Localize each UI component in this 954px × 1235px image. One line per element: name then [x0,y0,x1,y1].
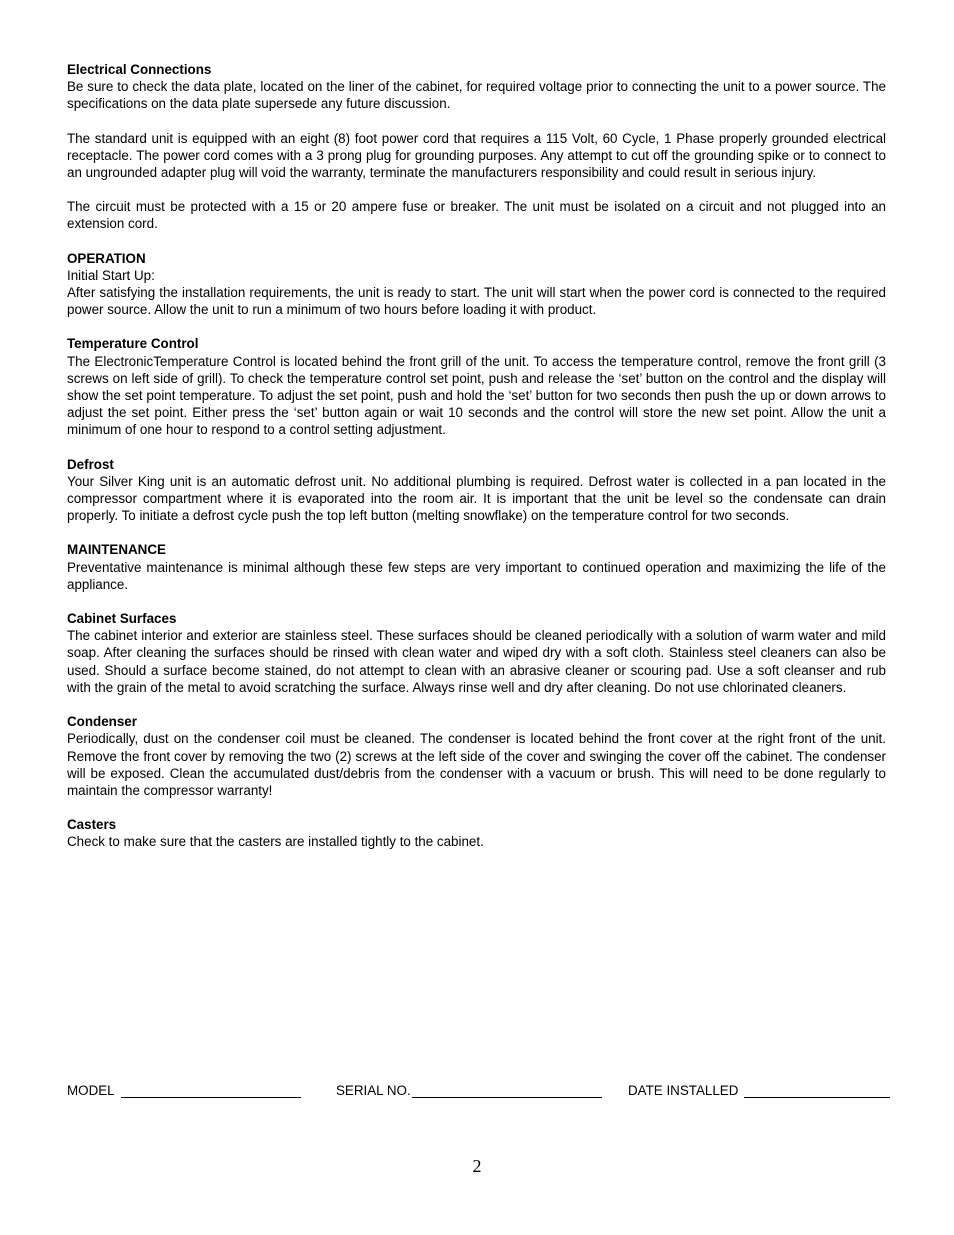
paragraph-temperature-control: The ElectronicTemperature Control is located behind the front grill of the unit. To access the temperature control, remove the front grill (3 screws on left side of grill). To check the temperature control set point, push and release the ‘set’ button on the control and the display will show the set point temperature. To adjust the set point, push and hold the ‘set’ button for two seconds then push the up or down arrows to adjust the set point. Either press the ‘set’ button again or wait 10 seconds and the control will store the new set point. Allow the unit a minimum of one hour to respond to a control setting adjustment. [67,353,886,438]
heading-temperature-control: Temperature Control [67,336,199,352]
model-field [67,1081,301,1098]
section-casters [67,816,886,850]
section-temperature-control [67,335,886,438]
section-condenser [67,713,886,799]
section-cabinet-surfaces [67,610,886,696]
paragraph-defrost: Your Silver King unit is an automatic defrost unit. No additional plumbing is required. Defrost water is collected in a pan located in the compressor compartment where it is evaporated into the room air. It is important that the unit be level so the condensate can drain properly. To initiate a defrost cycle push the top left button (melting snowflake) on the temperature control for two seconds. [67,473,886,524]
paragraph-casters: Check to make sure that the casters are installed tightly to the cabinet. [67,834,484,850]
heading-operation: OPERATION [67,250,146,266]
heading-defrost: Defrost [67,456,114,472]
date-installed-label: DATE INSTALLED [628,1083,739,1098]
heading-electrical-connections: Electrical Connections [67,62,212,77]
section-operation [67,250,886,319]
paragraph-data-plate: Be sure to check the data plate, located on the liner of the cabinet, for required voltage prior to connecting the unit to a power source. The specifications on the data plate supersede any future discussion. [67,79,886,112]
heading-casters: Casters [67,817,117,833]
subheading-initial-start-up: Initial Start Up: [67,267,155,283]
section-electrical-connections [67,61,886,233]
paragraph-maintenance: Preventative maintenance is minimal although these few steps are very important to continued operation and maximizing the life of the appliance. [67,559,886,592]
heading-maintenance: MAINTENANCE [67,542,166,558]
registration-fields [67,1081,899,1103]
model-label: MODEL [67,1083,115,1098]
date-installed-field [628,1081,890,1098]
section-maintenance [67,541,886,593]
serial-blank-line[interactable] [412,1081,602,1098]
serial-label: SERIAL NO. [336,1083,411,1098]
document-body [67,61,886,868]
paragraph-cabinet-surfaces: The cabinet interior and exterior are stainless steel. These surfaces should be cleaned periodically with a solution of warm water and mild soap. After cleaning the surfaces should be rinsed with clean water and wiped dry with a soft cloth. Stainless steel cleaners can also be used. Should a surface become stained, do not attempt to clean with an abrasive cleaner or scouring pad. Use a soft cleanser and rub with the grain of the metal to avoid scratching the surface. Always rinse well and dry after cleaning. Do not use chlorinated cleaners. [67,628,886,695]
page-number: 2 [472,1156,482,1176]
date-installed-blank-line[interactable] [744,1081,890,1098]
heading-cabinet-surfaces: Cabinet Surfaces [67,611,177,627]
heading-condenser: Condenser [67,714,137,730]
paragraph-start-up: After satisfying the installation requirements, the unit is ready to start. The unit will start when the power cord is connected to the required power source. Allow the unit to run a minimum of two hours before loading it with product. [67,285,886,318]
serial-field [336,1081,602,1098]
model-blank-line[interactable] [121,1081,301,1098]
paragraph-condenser: Periodically, dust on the condenser coil must be cleaned. The condenser is located behind the front cover at the right front of the unit. Remove the front cover by removing the two (2) screws at the left side of the cover and swinging the cover off the cabinet. The condenser will be exposed. Clean the accumulated dust/debris from the condenser with a vacuum or brush. This will need to be done regularly to maintain the compressor warranty! [67,731,886,798]
section-defrost [67,456,886,525]
paragraph-power-cord: The standard unit is equipped with an eight (8) foot power cord that requires a 115 Volt, 60 Cycle, 1 Phase properly grounded electrical receptacle. The power cord comes with a 3 prong plug for grounding purposes. Any attempt to cut off the grounding spike or to connect to an ungrounded adapter plug will void the warranty, terminate the manufacturers responsibility and could result in serious injury. [67,130,886,181]
paragraph-circuit-protection: The circuit must be protected with a 15 or 20 ampere fuse or breaker. The unit must be isolated on a circuit and not plugged into an extension cord. [67,199,886,232]
